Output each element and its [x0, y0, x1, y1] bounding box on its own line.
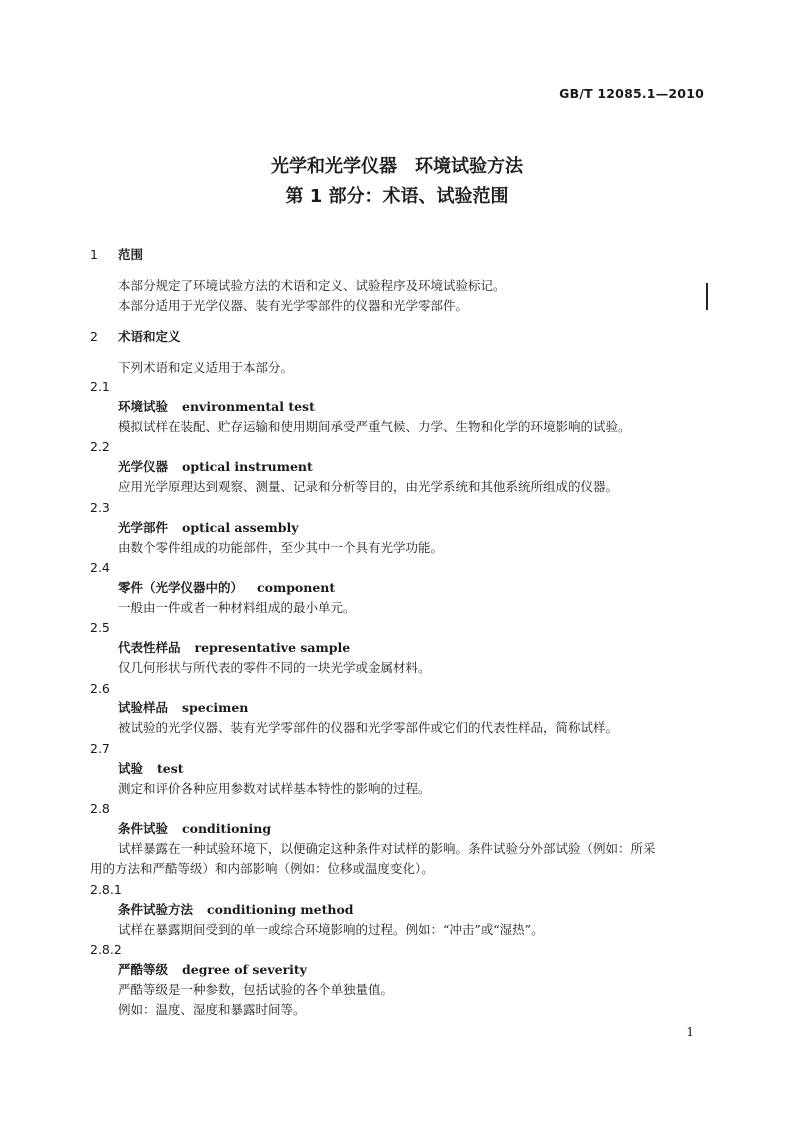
term-definition: 试样暴露在一种试验环境下，以便确定这种条件对试样的影响。条件试验分外部试验（例如：所采: [118, 841, 656, 856]
term-definition: 一般由一件或者一种材料组成的最小单元。: [118, 600, 356, 615]
term-title: 代表性样品 representative sample: [118, 640, 351, 655]
term-number: 2.6: [90, 681, 110, 696]
term-definition: 测定和评价各种应用参数对试样基本特性的影响的过程。: [118, 781, 431, 796]
term-title: 条件试验方法 conditioning method: [118, 902, 354, 917]
term-definition-continued: 例如：温度、湿度和暴露时间等。: [118, 1002, 306, 1017]
paragraph: 本部分规定了环境试验方法的术语和定义、试验程序及环境试验标记。: [118, 278, 506, 293]
term-definition: 严酷等级是一种参数，包括试验的各个单独量值。: [118, 982, 394, 997]
document-title-line1: 光学和光学仪器 环境试验方法: [271, 156, 523, 177]
term-title: 零件（光学仪器中的） component: [118, 580, 336, 595]
term-definition: 模拟试样在装配、贮存运输和使用期间承受严重气候、力学、生物和化学的环境影响的试验。: [118, 419, 631, 434]
term-title: 光学仪器 optical instrument: [118, 459, 313, 474]
term-title: 条件试验 conditioning: [118, 821, 272, 836]
paragraph: 本部分适用于光学仪器、装有光学零部件的仪器和光学零部件。: [118, 298, 469, 313]
term-number: 2.5: [90, 620, 110, 635]
document-title-line2: 第 1 部分：术语、试验范围: [285, 186, 509, 207]
term-title: 严酷等级 degree of severity: [118, 962, 307, 977]
term-number: 2.1: [90, 379, 110, 394]
page-number: 1: [686, 1025, 694, 1039]
term-definition-continued: 用的方法和严酷等级）和内部影响（例如：位移或温度变化）。: [90, 861, 434, 876]
paragraph: 下列术语和定义适用于本部分。: [118, 360, 294, 375]
section-heading-2: 2 术语和定义: [90, 329, 181, 344]
term-number: 2.8.1: [90, 882, 122, 897]
term-title: 试验样品 specimen: [118, 700, 249, 715]
term-number: 2.4: [90, 560, 110, 575]
standard-code: GB/T 12085.1—2010: [559, 86, 704, 101]
term-title: 试验 test: [118, 761, 184, 776]
term-definition: 试样在暴露期间受到的单一或综合环境影响的过程。例如：“冲击”或“湿热”。: [118, 922, 544, 937]
term-number: 2.2: [90, 439, 110, 454]
term-number: 2.3: [90, 500, 110, 515]
section-heading-1: 1 范围: [90, 247, 144, 262]
term-definition: 应用光学原理达到观察、测量、记录和分析等目的，由光学系统和其他系统所组成的仪器。: [118, 479, 619, 494]
term-title: 光学部件 optical assembly: [118, 520, 299, 535]
term-number: 2.8.2: [90, 942, 122, 957]
term-number: 2.8: [90, 801, 110, 816]
term-definition: 被试验的光学仪器、装有光学零部件的仪器和光学零部件或它们的代表性样品，简称试样。: [118, 720, 619, 735]
term-definition: 由数个零件组成的功能部件，至少其中一个具有光学功能。: [118, 540, 444, 555]
term-number: 2.7: [90, 741, 110, 756]
change-bar: [706, 283, 708, 310]
term-definition: 仅几何形状与所代表的零件不同的一块光学或金属材料。: [118, 660, 431, 675]
term-title: 环境试验 environmental test: [118, 399, 315, 414]
